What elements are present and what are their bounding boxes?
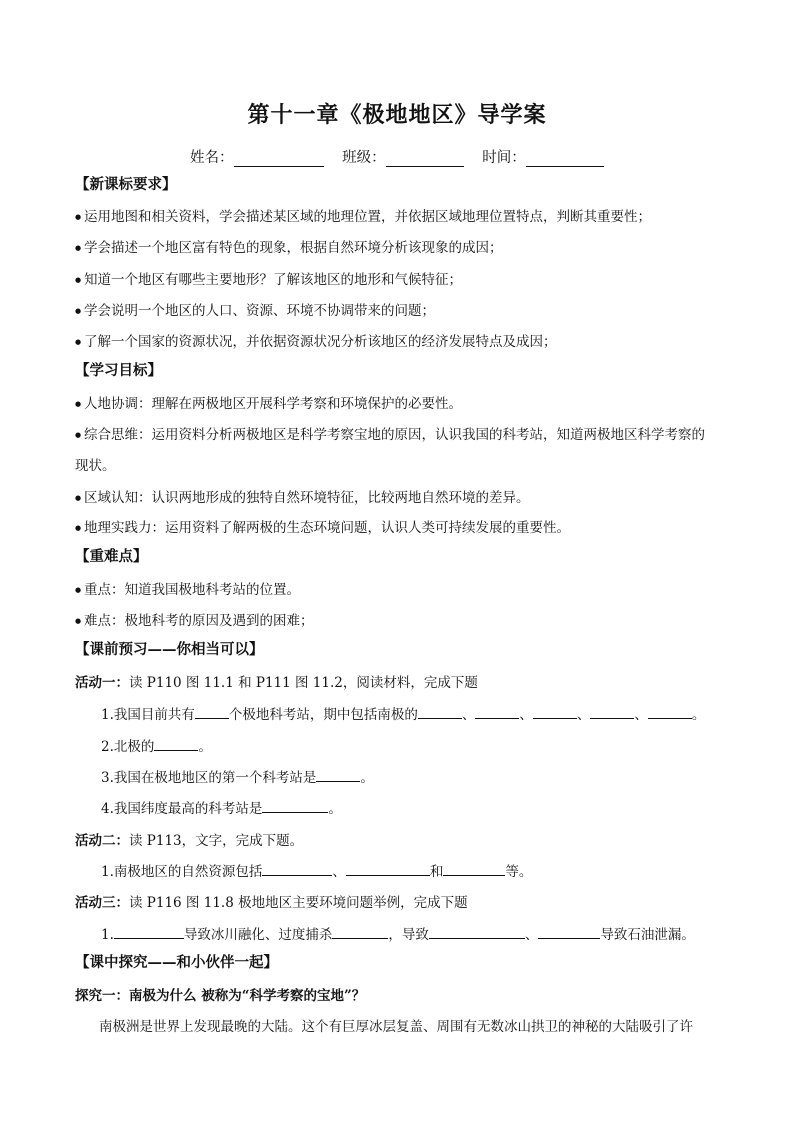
bullet-icon xyxy=(75,490,84,497)
name-label: 姓名： xyxy=(190,150,234,166)
explore-1-title: 探究一：南极为什么 被称为“科学考察的宝地”？ xyxy=(75,988,366,1004)
activity-3-label: 活动三： xyxy=(75,895,129,911)
activity-3-heading: 活动三：读 P116 图 11.8 极地地区主要环境问题举例，完成下题 xyxy=(75,895,468,911)
time-blank[interactable] xyxy=(526,152,604,167)
answer-blank[interactable] xyxy=(533,706,577,719)
activity-2-label: 活动二： xyxy=(75,833,129,849)
class-label: 班级： xyxy=(342,150,386,166)
goals-item: ●区域认知：认识两地形成的独特自然环境特征，比较两地自然环境的差异。 xyxy=(75,486,794,506)
activity-1-question-2: 2.北极的 。 xyxy=(101,739,212,755)
section-explore: 【课中探究——和小伙伴一起】 xyxy=(75,954,278,971)
standards-item: ●了解一个国家的资源状况，并依据资源状况分析该地区的经济发展特点及成因； xyxy=(75,330,794,350)
activity-1-label: 活动一： xyxy=(75,675,129,691)
activity-3-question-1: 1. 导致冰川融化、过度捕杀 ，导致 、 导致石油泄漏。 xyxy=(101,927,695,943)
goals-item: ●人地协调：理解在两极地区开展科学考察和环境保护的必要性。 xyxy=(75,392,794,412)
activity-2-question-1: 1.南极地区的自然资源包括 、 和 等。 xyxy=(101,864,533,880)
answer-blank[interactable] xyxy=(195,706,229,719)
key-item: ●难点：极地科考的原因及遇到的困难； xyxy=(75,609,794,629)
time-label: 时间： xyxy=(482,150,526,166)
bullet-icon xyxy=(75,240,84,247)
bullet-icon xyxy=(75,613,84,620)
answer-blank[interactable] xyxy=(316,769,360,782)
key-item: ●重点：知道我国极地科考站的位置。 xyxy=(75,578,794,598)
answer-blank[interactable] xyxy=(114,926,184,939)
bullet-icon xyxy=(75,396,84,403)
answer-blank[interactable] xyxy=(262,863,332,876)
answer-blank[interactable] xyxy=(648,706,692,719)
answer-blank[interactable] xyxy=(262,800,328,813)
goals-item-continuation: 现状。 xyxy=(75,458,116,474)
standards-item: ●学会说明一个地区的人口、资源、环境不协调带来的问题； xyxy=(75,299,794,319)
standards-item: ●知道一个地区有哪些主要地形？了解该地区的地形和气候特征； xyxy=(75,268,794,288)
goals-item: ●地理实践力：运用资料了解两极的生态环境问题，认识人类可持续发展的重要性。 xyxy=(75,516,794,536)
answer-blank[interactable] xyxy=(429,926,525,939)
activity-1-question-4: 4.我国纬度最高的科考站是 。 xyxy=(101,801,342,817)
class-blank[interactable] xyxy=(386,152,464,167)
answer-blank[interactable] xyxy=(590,706,634,719)
student-info-row xyxy=(190,146,750,167)
activity-2-heading: 活动二：读 P113，文字，完成下题。 xyxy=(75,833,304,849)
answer-blank[interactable] xyxy=(332,926,388,939)
answer-blank[interactable] xyxy=(475,706,519,719)
answer-blank[interactable] xyxy=(418,706,462,719)
bullet-icon xyxy=(75,520,84,527)
standards-item: ●运用地图和相关资料，学会描述某区域的地理位置，并依据区域地理位置特点，判断其重要性； xyxy=(75,205,794,225)
bullet-icon xyxy=(75,334,84,341)
name-blank[interactable] xyxy=(234,152,324,167)
activity-1-question-3: 3.我国在极地地区的第一个科考站是 。 xyxy=(101,770,374,786)
answer-blank[interactable] xyxy=(538,926,600,939)
explore-1-paragraph: 南极洲是世界上发现最晚的大陆。这个有巨厚冰层复盖、周围有无数冰山拱卫的神秘的大陆吸引了许 xyxy=(99,1019,693,1035)
goals-item: ●综合思维：运用资料分析两极地区是科学考察宝地的原因，认识我国的科考站，知道两极地区科学考察的 xyxy=(75,423,794,443)
section-preview: 【课前预习——你相当可以】 xyxy=(75,641,264,658)
section-goals: 【学习目标】 xyxy=(75,362,162,379)
answer-blank[interactable] xyxy=(346,863,430,876)
bullet-icon xyxy=(75,303,84,310)
bullet-icon xyxy=(75,272,84,279)
activity-1-heading: 活动一：读 P110 图 11.1 和 P111 图 11.2，阅读材料，完成下题 xyxy=(75,675,478,691)
document-title: 第十一章《极地地区》导学案 xyxy=(247,102,547,128)
bullet-icon xyxy=(75,209,84,216)
section-key-points: 【重难点】 xyxy=(75,548,148,565)
answer-blank[interactable] xyxy=(154,738,198,751)
bullet-icon xyxy=(75,582,84,589)
standards-item: ●学会描述一个地区富有特色的现象，根据自然环境分析该现象的成因； xyxy=(75,236,794,256)
answer-blank[interactable] xyxy=(443,863,505,876)
bullet-icon xyxy=(75,427,84,434)
activity-1-question-1: 1.我国目前共有 个极地科考站，期中包括南极的 、 、 、 、 。 xyxy=(101,707,706,723)
section-standards: 【新课标要求】 xyxy=(75,176,177,193)
